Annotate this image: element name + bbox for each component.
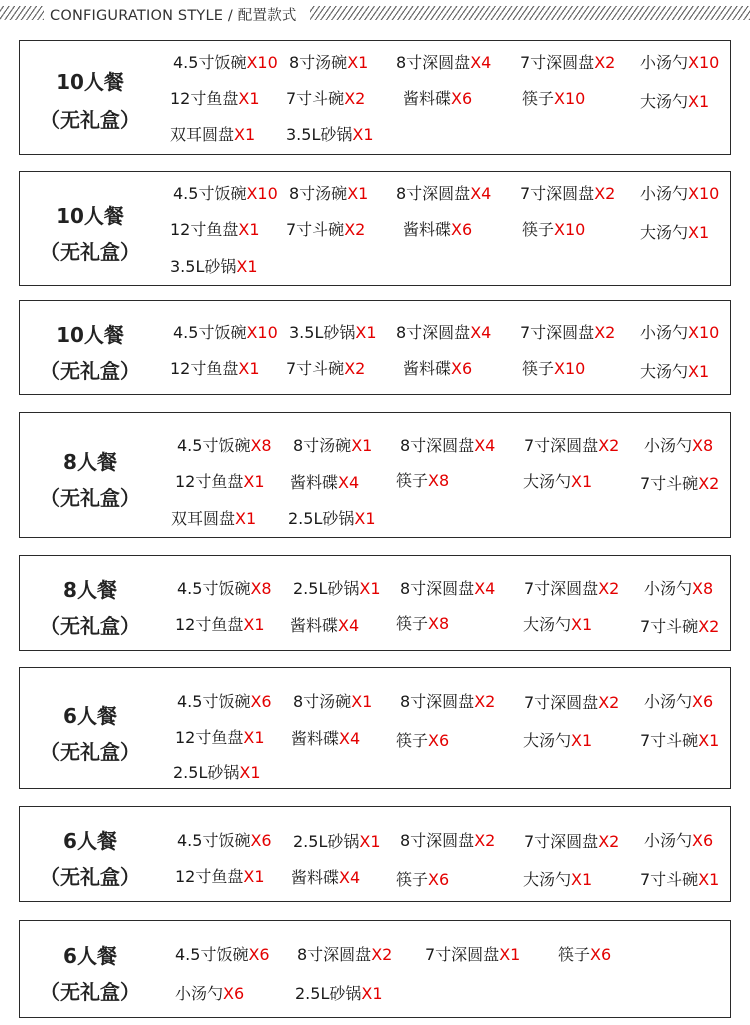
tableware-item <box>293 576 381 599</box>
section-title: CONFIGURATION STYLE / 配置款式 <box>50 8 297 24</box>
item-name: 酱料碟 <box>290 473 339 492</box>
item-quantity: X2 <box>371 945 393 964</box>
item-name: 12寸鱼盘 <box>175 472 244 491</box>
tableware-item <box>175 725 265 748</box>
item-quantity: X1 <box>347 184 369 203</box>
tableware-item <box>558 942 611 965</box>
package-card <box>19 806 731 902</box>
tableware-item <box>522 86 585 109</box>
tableware-item <box>286 356 365 379</box>
item-name: 7寸深圆盘 <box>425 945 500 964</box>
tableware-item <box>640 181 719 204</box>
item-quantity: X1 <box>688 362 710 381</box>
item-quantity: X8 <box>428 471 450 490</box>
item-name: 小汤勺 <box>644 579 693 598</box>
item-name: 7寸斗碗 <box>640 870 699 889</box>
tableware-item <box>173 181 278 204</box>
item-quantity: X1 <box>571 472 593 491</box>
item-name: 大汤勺 <box>523 615 572 634</box>
item-name: 小汤勺 <box>640 184 689 203</box>
item-quantity: X2 <box>698 617 720 636</box>
package-serving-size: 6人餐 <box>63 944 117 968</box>
tableware-item <box>175 981 244 1004</box>
item-quantity: X10 <box>246 323 278 342</box>
item-quantity: X1 <box>235 509 257 528</box>
tableware-item <box>177 433 272 456</box>
package-giftbox-note: （无礼盒） <box>40 359 140 383</box>
item-name: 大汤勺 <box>523 870 572 889</box>
package-giftbox-note: （无礼盒） <box>40 108 140 132</box>
item-name: 8寸汤碗 <box>293 436 352 455</box>
tableware-item <box>644 689 713 712</box>
tableware-item <box>522 217 585 240</box>
tableware-item <box>400 828 495 851</box>
item-name: 12寸鱼盘 <box>175 728 244 747</box>
tableware-item <box>175 469 265 492</box>
item-quantity: X2 <box>594 53 616 72</box>
tableware-item <box>640 89 709 112</box>
tableware-item <box>286 86 365 109</box>
tableware-item <box>640 867 719 890</box>
item-quantity: X8 <box>428 614 450 633</box>
tableware-item <box>644 576 713 599</box>
item-name: 12寸鱼盘 <box>175 867 244 886</box>
item-name: 4.5寸饭碗 <box>175 945 249 964</box>
hatch-decoration-right <box>310 6 750 20</box>
tableware-item <box>289 181 368 204</box>
tableware-item <box>293 689 372 712</box>
package-card <box>19 555 731 651</box>
tableware-item <box>293 433 372 456</box>
item-name: 双耳圆盘 <box>170 125 235 144</box>
tableware-item <box>396 728 449 751</box>
item-name: 7寸深圆盘 <box>520 323 595 342</box>
tableware-item <box>173 50 278 73</box>
tableware-item <box>640 728 719 751</box>
item-quantity: X2 <box>344 220 366 239</box>
item-name: 7寸深圆盘 <box>524 832 599 851</box>
tableware-item <box>288 506 376 529</box>
item-quantity: X1 <box>698 731 720 750</box>
item-name: 7寸斗碗 <box>286 359 345 378</box>
tableware-item <box>291 865 360 888</box>
tableware-item <box>175 612 265 635</box>
package-giftbox-note: （无礼盒） <box>40 865 140 889</box>
tableware-item <box>290 613 359 636</box>
item-quantity: X2 <box>598 832 620 851</box>
tableware-item <box>524 829 619 852</box>
item-name: 8寸汤碗 <box>289 184 348 203</box>
item-quantity: X6 <box>451 220 473 239</box>
tableware-item <box>403 217 472 240</box>
tableware-item <box>524 690 619 713</box>
package-serving-size: 10人餐 <box>56 323 124 347</box>
item-name: 大汤勺 <box>640 362 689 381</box>
item-quantity: X1 <box>688 223 710 242</box>
item-name: 8寸深圆盘 <box>400 831 475 850</box>
tableware-item <box>171 506 256 529</box>
item-quantity: X1 <box>354 509 376 528</box>
hatch-decoration-left <box>0 6 44 20</box>
item-name: 3.5L砂锅 <box>286 125 353 144</box>
item-name: 4.5寸饭碗 <box>173 53 247 72</box>
item-quantity: X1 <box>243 728 265 747</box>
tableware-item <box>644 828 713 851</box>
package-serving-size: 6人餐 <box>63 829 117 853</box>
tableware-item <box>520 320 615 343</box>
item-quantity: X2 <box>594 323 616 342</box>
item-name: 2.5L砂锅 <box>293 832 360 851</box>
item-quantity: X10 <box>246 53 278 72</box>
item-quantity: X1 <box>351 436 373 455</box>
item-name: 8寸深圆盘 <box>396 53 471 72</box>
item-quantity: X8 <box>250 579 272 598</box>
item-quantity: X8 <box>692 436 714 455</box>
item-name: 12寸鱼盘 <box>175 615 244 634</box>
package-serving-size: 8人餐 <box>63 450 117 474</box>
tableware-item <box>173 760 261 783</box>
item-name: 大汤勺 <box>640 223 689 242</box>
item-quantity: X4 <box>470 184 492 203</box>
item-quantity: X1 <box>571 615 593 634</box>
item-quantity: X2 <box>344 89 366 108</box>
item-name: 2.5L砂锅 <box>295 984 362 1003</box>
tableware-item <box>396 468 449 491</box>
package-serving-size: 10人餐 <box>56 204 124 228</box>
item-name: 8寸深圆盘 <box>297 945 372 964</box>
item-quantity: X10 <box>554 89 586 108</box>
item-quantity: X1 <box>243 615 265 634</box>
item-quantity: X1 <box>234 125 256 144</box>
package-card <box>19 300 731 395</box>
item-name: 筷子 <box>396 870 429 889</box>
item-name: 7寸深圆盘 <box>524 693 599 712</box>
tableware-item <box>396 867 449 890</box>
item-quantity: X1 <box>352 125 374 144</box>
item-name: 筷子 <box>396 471 429 490</box>
tableware-item <box>286 122 374 145</box>
item-quantity: X1 <box>236 257 258 276</box>
item-name: 小汤勺 <box>644 692 693 711</box>
tableware-item <box>286 217 365 240</box>
item-quantity: X4 <box>338 473 360 492</box>
tableware-item <box>400 576 495 599</box>
item-quantity: X2 <box>598 693 620 712</box>
item-name: 2.5L砂锅 <box>293 579 360 598</box>
item-name: 筷子 <box>522 89 555 108</box>
item-quantity: X1 <box>238 220 260 239</box>
tableware-item <box>170 356 260 379</box>
package-card <box>19 40 731 155</box>
item-name: 小汤勺 <box>644 831 693 850</box>
item-quantity: X1 <box>355 323 377 342</box>
item-name: 筷子 <box>522 220 555 239</box>
tableware-item <box>170 217 260 240</box>
tableware-item <box>644 433 713 456</box>
tableware-item <box>170 122 255 145</box>
item-name: 8寸深圆盘 <box>400 579 475 598</box>
item-quantity: X4 <box>474 436 496 455</box>
item-quantity: X2 <box>474 692 496 711</box>
item-quantity: X1 <box>243 472 265 491</box>
tableware-item <box>640 50 719 73</box>
item-name: 2.5L砂锅 <box>173 763 240 782</box>
tableware-item <box>177 576 272 599</box>
item-quantity: X10 <box>554 220 586 239</box>
package-giftbox-note: （无礼盒） <box>40 240 140 264</box>
item-quantity: X6 <box>590 945 612 964</box>
item-name: 7寸深圆盘 <box>520 184 595 203</box>
tableware-item <box>175 942 270 965</box>
item-name: 酱料碟 <box>290 616 339 635</box>
item-quantity: X4 <box>339 868 361 887</box>
item-quantity: X1 <box>359 579 381 598</box>
tableware-item <box>175 864 265 887</box>
tableware-item <box>291 726 360 749</box>
item-name: 小汤勺 <box>644 436 693 455</box>
item-quantity: X1 <box>238 359 260 378</box>
item-quantity: X2 <box>474 831 496 850</box>
tableware-item <box>289 50 368 73</box>
tableware-item <box>400 689 495 712</box>
tableware-item <box>403 86 472 109</box>
item-name: 大汤勺 <box>523 472 572 491</box>
tableware-item <box>523 728 592 751</box>
item-name: 小汤勺 <box>640 323 689 342</box>
package-giftbox-note: （无礼盒） <box>40 486 140 510</box>
item-name: 大汤勺 <box>640 92 689 111</box>
item-quantity: X4 <box>470 323 492 342</box>
tableware-item <box>640 614 719 637</box>
tableware-item <box>297 942 392 965</box>
item-name: 筷子 <box>396 731 429 750</box>
item-quantity: X10 <box>246 184 278 203</box>
package-giftbox-note: （无礼盒） <box>40 614 140 638</box>
item-quantity: X4 <box>338 616 360 635</box>
item-name: 小汤勺 <box>640 53 689 72</box>
tableware-item <box>425 942 520 965</box>
package-card <box>19 171 731 286</box>
tableware-item <box>640 320 719 343</box>
tableware-item <box>170 86 260 109</box>
tableware-item <box>523 867 592 890</box>
item-quantity: X6 <box>250 692 272 711</box>
package-giftbox-note: （无礼盒） <box>40 740 140 764</box>
item-name: 7寸斗碗 <box>640 731 699 750</box>
item-quantity: X2 <box>594 184 616 203</box>
item-quantity: X1 <box>571 870 593 889</box>
package-card <box>19 920 731 1018</box>
item-name: 4.5寸饭碗 <box>173 184 247 203</box>
item-name: 4.5寸饭碗 <box>177 831 251 850</box>
item-quantity: X6 <box>451 89 473 108</box>
item-name: 7寸深圆盘 <box>524 579 599 598</box>
tableware-item <box>520 50 615 73</box>
item-name: 7寸斗碗 <box>640 474 699 493</box>
tableware-item <box>289 320 377 343</box>
item-name: 12寸鱼盘 <box>170 89 239 108</box>
item-quantity: X2 <box>344 359 366 378</box>
item-name: 8寸深圆盘 <box>400 436 475 455</box>
package-giftbox-note: （无礼盒） <box>40 980 140 1004</box>
item-quantity: X6 <box>248 945 270 964</box>
item-name: 8寸深圆盘 <box>396 184 471 203</box>
item-quantity: X1 <box>243 867 265 886</box>
item-name: 4.5寸饭碗 <box>177 692 251 711</box>
item-name: 小汤勺 <box>175 984 224 1003</box>
tableware-item <box>522 356 585 379</box>
tableware-item <box>177 828 272 851</box>
item-quantity: X1 <box>698 870 720 889</box>
item-quantity: X2 <box>698 474 720 493</box>
item-quantity: X8 <box>250 436 272 455</box>
item-name: 酱料碟 <box>291 868 340 887</box>
tableware-item <box>290 470 359 493</box>
item-quantity: X10 <box>688 184 720 203</box>
item-quantity: X1 <box>238 89 260 108</box>
item-name: 7寸深圆盘 <box>520 53 595 72</box>
item-name: 4.5寸饭碗 <box>177 579 251 598</box>
tableware-item <box>396 320 491 343</box>
item-quantity: X4 <box>470 53 492 72</box>
item-quantity: X10 <box>554 359 586 378</box>
item-quantity: X6 <box>428 731 450 750</box>
item-quantity: X1 <box>499 945 521 964</box>
item-name: 4.5寸饭碗 <box>173 323 247 342</box>
item-name: 4.5寸饭碗 <box>177 436 251 455</box>
tableware-item <box>173 320 278 343</box>
tableware-item <box>523 612 592 635</box>
item-name: 8寸深圆盘 <box>400 692 475 711</box>
package-card <box>19 412 731 538</box>
item-quantity: X1 <box>571 731 593 750</box>
tableware-item <box>400 433 495 456</box>
item-quantity: X1 <box>359 832 381 851</box>
item-quantity: X1 <box>688 92 710 111</box>
package-serving-size: 8人餐 <box>63 578 117 602</box>
item-name: 酱料碟 <box>291 729 340 748</box>
package-serving-size: 10人餐 <box>56 70 124 94</box>
item-quantity: X1 <box>239 763 261 782</box>
tableware-item <box>170 254 258 277</box>
item-quantity: X4 <box>339 729 361 748</box>
item-quantity: X1 <box>347 53 369 72</box>
package-card <box>19 667 731 789</box>
item-name: 3.5L砂锅 <box>170 257 237 276</box>
tableware-item <box>524 433 619 456</box>
item-name: 12寸鱼盘 <box>170 359 239 378</box>
item-quantity: X8 <box>692 579 714 598</box>
item-name: 7寸深圆盘 <box>524 436 599 455</box>
item-quantity: X6 <box>692 692 714 711</box>
item-quantity: X6 <box>451 359 473 378</box>
item-name: 筷子 <box>558 945 591 964</box>
item-name: 8寸深圆盘 <box>396 323 471 342</box>
tableware-item <box>403 356 472 379</box>
tableware-item <box>640 220 709 243</box>
item-quantity: X10 <box>688 323 720 342</box>
tableware-item <box>520 181 615 204</box>
tableware-item <box>293 829 381 852</box>
item-name: 筷子 <box>522 359 555 378</box>
item-name: 酱料碟 <box>403 220 452 239</box>
tableware-item <box>396 181 491 204</box>
item-name: 3.5L砂锅 <box>289 323 356 342</box>
item-quantity: X6 <box>223 984 245 1003</box>
item-quantity: X6 <box>692 831 714 850</box>
tableware-item <box>396 50 491 73</box>
item-quantity: X2 <box>598 579 620 598</box>
item-quantity: X6 <box>250 831 272 850</box>
tableware-item <box>295 981 383 1004</box>
item-name: 8寸汤碗 <box>289 53 348 72</box>
item-name: 双耳圆盘 <box>171 509 236 528</box>
tableware-item <box>523 469 592 492</box>
item-name: 7寸斗碗 <box>286 89 345 108</box>
tableware-item <box>640 471 719 494</box>
tableware-item <box>524 576 619 599</box>
item-name: 7寸斗碗 <box>640 617 699 636</box>
item-name: 筷子 <box>396 614 429 633</box>
item-name: 8寸汤碗 <box>293 692 352 711</box>
item-name: 12寸鱼盘 <box>170 220 239 239</box>
tableware-item <box>177 689 272 712</box>
item-name: 酱料碟 <box>403 359 452 378</box>
item-name: 7寸斗碗 <box>286 220 345 239</box>
item-quantity: X6 <box>428 870 450 889</box>
package-serving-size: 6人餐 <box>63 704 117 728</box>
item-quantity: X1 <box>351 692 373 711</box>
item-quantity: X1 <box>361 984 383 1003</box>
item-name: 大汤勺 <box>523 731 572 750</box>
item-quantity: X4 <box>474 579 496 598</box>
tableware-item <box>640 359 709 382</box>
item-quantity: X10 <box>688 53 720 72</box>
item-quantity: X2 <box>598 436 620 455</box>
tableware-item <box>396 611 449 634</box>
section-header <box>0 0 750 30</box>
item-name: 2.5L砂锅 <box>288 509 355 528</box>
item-name: 酱料碟 <box>403 89 452 108</box>
